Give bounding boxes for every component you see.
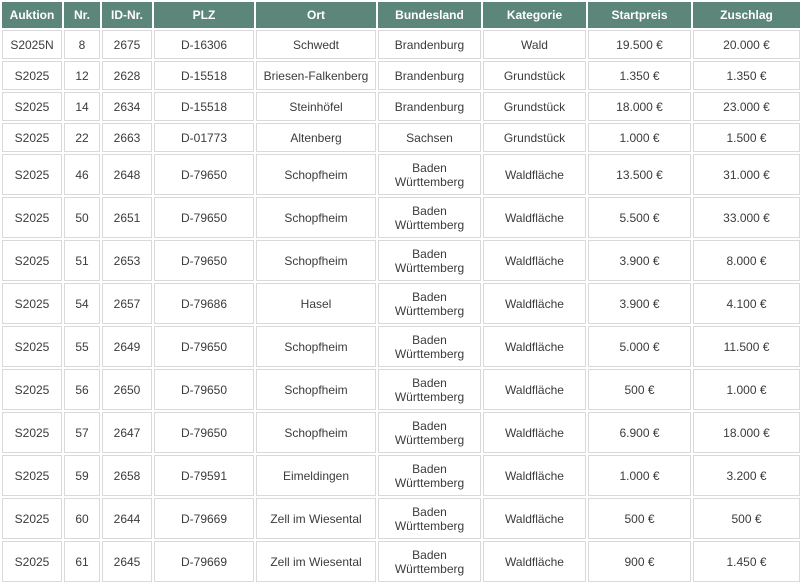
cell-plz: D-79686 (154, 283, 254, 324)
bundesland-line: Baden (412, 504, 447, 519)
cell-id-nr: 2651 (102, 197, 152, 238)
cell-bundesland (378, 412, 481, 453)
table-row (2, 498, 800, 539)
table-row (2, 123, 800, 152)
bundesland-line: Württemberg (394, 389, 465, 404)
column-header-zuschlag: Zuschlag (693, 2, 800, 28)
cell-bundesland (378, 197, 481, 238)
cell-plz: D-79669 (154, 541, 254, 582)
cell-kategorie: Grundstück (483, 92, 586, 121)
cell-startpreis: 5.500 € (588, 197, 691, 238)
cell-ort: Schopfheim (256, 326, 376, 367)
cell-nr: 12 (64, 61, 100, 90)
cell-nr: 61 (64, 541, 100, 582)
column-header-bundesland: Bundesland (378, 2, 481, 28)
cell-startpreis: 1.000 € (588, 123, 691, 152)
cell-kategorie: Waldfläche (483, 283, 586, 324)
cell-bundesland (378, 326, 481, 367)
cell-startpreis: 3.900 € (588, 283, 691, 324)
cell-id-nr: 2663 (102, 123, 152, 152)
cell-nr: 54 (64, 283, 100, 324)
column-header-auktion: Auktion (2, 2, 62, 28)
cell-ort: Hasel (256, 283, 376, 324)
table-row (2, 326, 800, 367)
bundesland-line: Württemberg (394, 346, 465, 361)
cell-bundesland (378, 455, 481, 496)
table-row (2, 412, 800, 453)
cell-startpreis: 18.000 € (588, 92, 691, 121)
bundesland-line: Württemberg (394, 303, 465, 318)
cell-kategorie: Grundstück (483, 61, 586, 90)
table-row (2, 197, 800, 238)
cell-kategorie: Waldfläche (483, 326, 586, 367)
bundesland-line: Brandenburg (394, 99, 465, 114)
cell-nr: 59 (64, 455, 100, 496)
bundesland-line: Baden (412, 332, 447, 347)
cell-bundesland (378, 61, 481, 90)
cell-id-nr: 2647 (102, 412, 152, 453)
cell-kategorie: Grundstück (483, 123, 586, 152)
cell-zuschlag: 500 € (693, 498, 800, 539)
cell-plz: D-79650 (154, 240, 254, 281)
cell-plz: D-79669 (154, 498, 254, 539)
cell-ort: Altenberg (256, 123, 376, 152)
cell-bundesland (378, 92, 481, 121)
cell-auktion: S2025 (2, 455, 62, 496)
cell-id-nr: 2649 (102, 326, 152, 367)
bundesland-line: Baden (412, 246, 447, 261)
cell-id-nr: 2644 (102, 498, 152, 539)
cell-id-nr: 2648 (102, 154, 152, 195)
cell-zuschlag: 1.000 € (693, 369, 800, 410)
table-row (2, 154, 800, 195)
bundesland-line: Baden (412, 375, 447, 390)
bundesland-line: Württemberg (394, 518, 465, 533)
cell-plz: D-79650 (154, 197, 254, 238)
cell-zuschlag: 1.450 € (693, 541, 800, 582)
cell-auktion: S2025 (2, 283, 62, 324)
cell-auktion: S2025 (2, 498, 62, 539)
cell-plz: D-79650 (154, 326, 254, 367)
cell-ort: Schopfheim (256, 369, 376, 410)
cell-ort: Schopfheim (256, 197, 376, 238)
cell-zuschlag: 23.000 € (693, 92, 800, 121)
table-row (2, 240, 800, 281)
cell-startpreis: 500 € (588, 498, 691, 539)
cell-auktion: S2025 (2, 92, 62, 121)
table-row (2, 455, 800, 496)
cell-nr: 56 (64, 369, 100, 410)
cell-zuschlag: 33.000 € (693, 197, 800, 238)
cell-plz: D-79650 (154, 369, 254, 410)
cell-nr: 50 (64, 197, 100, 238)
cell-zuschlag: 11.500 € (693, 326, 800, 367)
cell-startpreis: 3.900 € (588, 240, 691, 281)
cell-kategorie: Waldfläche (483, 498, 586, 539)
cell-id-nr: 2634 (102, 92, 152, 121)
cell-bundesland (378, 369, 481, 410)
cell-kategorie: Waldfläche (483, 541, 586, 582)
cell-ort: Schwedt (256, 30, 376, 59)
cell-nr: 57 (64, 412, 100, 453)
cell-kategorie: Waldfläche (483, 412, 586, 453)
cell-kategorie: Waldfläche (483, 455, 586, 496)
cell-startpreis: 6.900 € (588, 412, 691, 453)
table-row (2, 61, 800, 90)
table-row (2, 30, 800, 59)
cell-auktion: S2025 (2, 154, 62, 195)
bundesland-line: Brandenburg (394, 37, 465, 52)
column-header-nr: Nr. (64, 2, 100, 28)
cell-ort: Eimeldingen (256, 455, 376, 496)
cell-id-nr: 2653 (102, 240, 152, 281)
cell-startpreis: 19.500 € (588, 30, 691, 59)
table-header-row (2, 2, 800, 28)
cell-kategorie: Wald (483, 30, 586, 59)
cell-nr: 14 (64, 92, 100, 121)
column-header-kategorie: Kategorie (483, 2, 586, 28)
cell-bundesland (378, 541, 481, 582)
bundesland-line: Baden (412, 160, 447, 175)
cell-zuschlag: 3.200 € (693, 455, 800, 496)
bundesland-line: Baden (412, 547, 447, 562)
cell-startpreis: 900 € (588, 541, 691, 582)
cell-plz: D-79591 (154, 455, 254, 496)
column-header-plz: PLZ (154, 2, 254, 28)
cell-plz: D-16306 (154, 30, 254, 59)
cell-id-nr: 2645 (102, 541, 152, 582)
table-row (2, 283, 800, 324)
bundesland-line: Baden (412, 289, 447, 304)
cell-plz: D-79650 (154, 412, 254, 453)
cell-kategorie: Waldfläche (483, 240, 586, 281)
cell-zuschlag: 20.000 € (693, 30, 800, 59)
cell-auktion: S2025N (2, 30, 62, 59)
bundesland-line: Württemberg (394, 432, 465, 447)
cell-id-nr: 2628 (102, 61, 152, 90)
cell-startpreis: 1.350 € (588, 61, 691, 90)
bundesland-line: Baden (412, 418, 447, 433)
cell-auktion: S2025 (2, 369, 62, 410)
bundesland-line: Baden (412, 461, 447, 476)
cell-ort: Schopfheim (256, 240, 376, 281)
cell-zuschlag: 31.000 € (693, 154, 800, 195)
cell-nr: 55 (64, 326, 100, 367)
cell-id-nr: 2657 (102, 283, 152, 324)
cell-ort: Schopfheim (256, 154, 376, 195)
cell-nr: 51 (64, 240, 100, 281)
table-body (2, 30, 800, 582)
bundesland-line: Württemberg (394, 174, 465, 189)
cell-bundesland (378, 30, 481, 59)
cell-bundesland (378, 123, 481, 152)
column-header-ort: Ort (256, 2, 376, 28)
table-row (2, 92, 800, 121)
cell-nr: 8 (64, 30, 100, 59)
cell-kategorie: Waldfläche (483, 197, 586, 238)
cell-startpreis: 5.000 € (588, 326, 691, 367)
cell-nr: 60 (64, 498, 100, 539)
cell-bundesland (378, 283, 481, 324)
cell-ort: Zell im Wiesental (256, 498, 376, 539)
bundesland-line: Württemberg (394, 217, 465, 232)
cell-kategorie: Waldfläche (483, 369, 586, 410)
cell-zuschlag: 4.100 € (693, 283, 800, 324)
cell-startpreis: 500 € (588, 369, 691, 410)
bundesland-line: Brandenburg (394, 68, 465, 83)
cell-plz: D-15518 (154, 61, 254, 90)
table-row (2, 369, 800, 410)
cell-auktion: S2025 (2, 197, 62, 238)
cell-id-nr: 2675 (102, 30, 152, 59)
cell-id-nr: 2650 (102, 369, 152, 410)
column-header-startpreis: Startpreis (588, 2, 691, 28)
cell-plz: D-01773 (154, 123, 254, 152)
cell-ort: Schopfheim (256, 412, 376, 453)
cell-auktion: S2025 (2, 61, 62, 90)
cell-startpreis: 13.500 € (588, 154, 691, 195)
bundesland-line: Württemberg (394, 475, 465, 490)
cell-kategorie: Waldfläche (483, 154, 586, 195)
cell-ort: Zell im Wiesental (256, 541, 376, 582)
cell-plz: D-79650 (154, 154, 254, 195)
bundesland-line: Baden (412, 203, 447, 218)
cell-startpreis: 1.000 € (588, 455, 691, 496)
cell-auktion: S2025 (2, 123, 62, 152)
cell-auktion: S2025 (2, 412, 62, 453)
cell-ort: Steinhöfel (256, 92, 376, 121)
cell-zuschlag: 1.350 € (693, 61, 800, 90)
cell-auktion: S2025 (2, 240, 62, 281)
column-header-id-nr: ID-Nr. (102, 2, 152, 28)
cell-auktion: S2025 (2, 541, 62, 582)
cell-plz: D-15518 (154, 92, 254, 121)
cell-zuschlag: 8.000 € (693, 240, 800, 281)
table-row (2, 541, 800, 582)
bundesland-line: Württemberg (394, 260, 465, 275)
cell-bundesland (378, 498, 481, 539)
cell-auktion: S2025 (2, 326, 62, 367)
cell-zuschlag: 1.500 € (693, 123, 800, 152)
bundesland-line: Württemberg (394, 561, 465, 576)
cell-id-nr: 2658 (102, 455, 152, 496)
cell-nr: 46 (64, 154, 100, 195)
bundesland-line: Sachsen (406, 130, 453, 145)
cell-bundesland (378, 154, 481, 195)
cell-bundesland (378, 240, 481, 281)
cell-nr: 22 (64, 123, 100, 152)
cell-zuschlag: 18.000 € (693, 412, 800, 453)
cell-ort: Briesen-Falkenberg (256, 61, 376, 90)
